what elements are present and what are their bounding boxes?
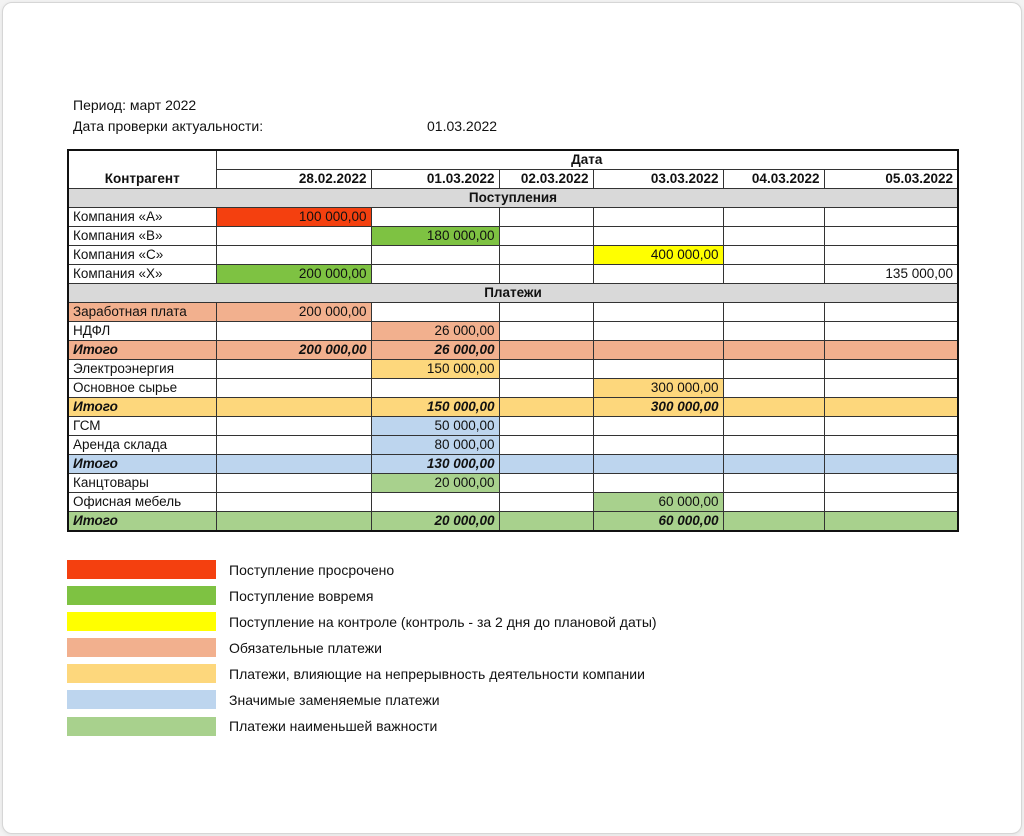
table-row	[68, 379, 958, 398]
amount-cell	[216, 246, 371, 265]
amount-cell: 150 000,00	[371, 360, 499, 379]
amount-cell	[593, 208, 723, 227]
amount-cell	[824, 360, 958, 379]
period-row	[73, 95, 497, 116]
amount-cell	[723, 436, 824, 455]
amount-cell	[216, 227, 371, 246]
amount-cell: 400 000,00	[593, 246, 723, 265]
amount-cell	[499, 512, 593, 532]
counterparty-name: ГСМ	[68, 417, 216, 436]
amount-cell: 26 000,00	[371, 322, 499, 341]
amount-cell	[216, 417, 371, 436]
legend-item	[67, 717, 657, 736]
amount-cell: 150 000,00	[371, 398, 499, 417]
counterparty-name: Компания «С»	[68, 246, 216, 265]
amount-cell	[593, 474, 723, 493]
amount-cell	[499, 398, 593, 417]
counterparty-name: Аренда склада	[68, 436, 216, 455]
total-row	[68, 341, 958, 360]
amount-cell: 60 000,00	[593, 512, 723, 532]
amount-cell	[824, 474, 958, 493]
table-row	[68, 436, 958, 455]
table-row	[68, 303, 958, 322]
report-meta	[73, 95, 497, 137]
date-header: 01.03.2022	[371, 170, 499, 189]
amount-cell	[216, 436, 371, 455]
amount-cell	[499, 208, 593, 227]
amount-cell	[216, 379, 371, 398]
table-row	[68, 493, 958, 512]
legend-label: Поступление просрочено	[229, 561, 395, 578]
legend-swatch	[67, 560, 216, 579]
date-group-header: Дата	[216, 150, 958, 170]
amount-cell	[593, 322, 723, 341]
legend-item	[67, 560, 657, 579]
legend-swatch	[67, 690, 216, 709]
amount-cell	[824, 379, 958, 398]
legend-item	[67, 690, 657, 709]
amount-cell	[216, 398, 371, 417]
counterparty-name: Компания «В»	[68, 227, 216, 246]
legend-swatch	[67, 612, 216, 631]
total-label: Итого	[68, 455, 216, 474]
amount-cell	[499, 379, 593, 398]
amount-cell	[371, 493, 499, 512]
amount-cell	[499, 417, 593, 436]
counterparty-name: Электроэнергия	[68, 360, 216, 379]
section-title: Платежи	[68, 284, 958, 303]
total-row	[68, 398, 958, 417]
amount-cell	[371, 379, 499, 398]
legend-item	[67, 586, 657, 605]
amount-cell	[824, 208, 958, 227]
amount-cell	[723, 265, 824, 284]
amount-cell: 80 000,00	[371, 436, 499, 455]
amount-cell	[499, 322, 593, 341]
payment-calendar-table	[67, 149, 959, 532]
counterparty-name: НДФЛ	[68, 322, 216, 341]
amount-cell	[499, 360, 593, 379]
legend-item	[67, 612, 657, 631]
legend-item	[67, 664, 657, 683]
amount-cell: 26 000,00	[371, 341, 499, 360]
amount-cell	[216, 512, 371, 532]
counterparty-name: Компания «Х»	[68, 265, 216, 284]
amount-cell	[723, 303, 824, 322]
amount-cell	[723, 227, 824, 246]
date-header: 05.03.2022	[824, 170, 958, 189]
counterparty-name: Основное сырье	[68, 379, 216, 398]
section-row	[68, 284, 958, 303]
legend-label: Платежи наименьшей важности	[229, 718, 438, 735]
amount-cell	[824, 303, 958, 322]
amount-cell	[723, 246, 824, 265]
amount-cell	[371, 303, 499, 322]
amount-cell	[824, 398, 958, 417]
amount-cell	[723, 493, 824, 512]
check-date-label: Дата проверки актуальности:	[73, 118, 264, 134]
counterparty-header: Контрагент	[68, 150, 216, 189]
amount-cell: 20 000,00	[371, 512, 499, 532]
total-row	[68, 455, 958, 474]
amount-cell	[824, 417, 958, 436]
amount-cell	[593, 455, 723, 474]
amount-cell: 100 000,00	[216, 208, 371, 227]
amount-cell	[593, 436, 723, 455]
table-row	[68, 474, 958, 493]
table-row	[68, 417, 958, 436]
amount-cell	[723, 360, 824, 379]
counterparty-name: Офисная мебель	[68, 493, 216, 512]
counterparty-name: Канцтовары	[68, 474, 216, 493]
amount-cell	[723, 417, 824, 436]
amount-cell: 200 000,00	[216, 303, 371, 322]
amount-cell	[499, 341, 593, 360]
total-row	[68, 512, 958, 532]
amount-cell	[216, 474, 371, 493]
total-label: Итого	[68, 512, 216, 532]
amount-cell	[824, 455, 958, 474]
amount-cell	[593, 417, 723, 436]
amount-cell	[723, 208, 824, 227]
amount-cell	[723, 341, 824, 360]
legend-swatch	[67, 586, 216, 605]
counterparty-name: Компания «А»	[68, 208, 216, 227]
table-row	[68, 208, 958, 227]
amount-cell: 135 000,00	[824, 265, 958, 284]
legend-item	[67, 638, 657, 657]
legend-swatch	[67, 638, 216, 657]
amount-cell	[824, 246, 958, 265]
header-row-top	[68, 150, 958, 170]
amount-cell	[499, 246, 593, 265]
amount-cell	[593, 360, 723, 379]
amount-cell	[723, 455, 824, 474]
amount-cell: 180 000,00	[371, 227, 499, 246]
section-title: Поступления	[68, 189, 958, 208]
amount-cell	[216, 493, 371, 512]
check-date-value: 01.03.2022	[427, 118, 498, 134]
amount-cell	[499, 227, 593, 246]
date-header: 04.03.2022	[723, 170, 824, 189]
table-row	[68, 360, 958, 379]
amount-cell	[499, 303, 593, 322]
amount-cell	[824, 493, 958, 512]
total-label: Итого	[68, 341, 216, 360]
amount-cell: 200 000,00	[216, 265, 371, 284]
amount-cell	[499, 436, 593, 455]
counterparty-name: Заработная плата	[68, 303, 216, 322]
amount-cell	[216, 360, 371, 379]
amount-cell	[216, 322, 371, 341]
amount-cell	[593, 303, 723, 322]
amount-cell	[593, 227, 723, 246]
amount-cell	[499, 265, 593, 284]
table-row	[68, 227, 958, 246]
legend-swatch	[67, 664, 216, 683]
amount-cell	[824, 436, 958, 455]
amount-cell	[723, 322, 824, 341]
amount-cell	[824, 227, 958, 246]
amount-cell: 60 000,00	[593, 493, 723, 512]
legend-label: Платежи, влияющие на непрерывность деятельности компании	[229, 665, 645, 682]
amount-cell	[723, 379, 824, 398]
amount-cell: 130 000,00	[371, 455, 499, 474]
amount-cell	[499, 493, 593, 512]
check-date-row	[73, 116, 497, 137]
amount-cell	[824, 512, 958, 532]
amount-cell	[824, 322, 958, 341]
legend-swatch	[67, 717, 216, 736]
amount-cell: 300 000,00	[593, 398, 723, 417]
total-label: Итого	[68, 398, 216, 417]
date-header: 28.02.2022	[216, 170, 371, 189]
amount-cell: 20 000,00	[371, 474, 499, 493]
amount-cell: 200 000,00	[216, 341, 371, 360]
amount-cell	[593, 341, 723, 360]
amount-cell	[499, 455, 593, 474]
period-label: Период: март 2022	[73, 97, 197, 113]
legend-label: Поступление на контроле (контроль - за 2 дня до плановой даты)	[229, 613, 657, 630]
amount-cell	[371, 265, 499, 284]
table-row	[68, 322, 958, 341]
amount-cell	[723, 474, 824, 493]
amount-cell: 300 000,00	[593, 379, 723, 398]
amount-cell	[593, 265, 723, 284]
amount-cell	[499, 474, 593, 493]
date-header: 03.03.2022	[593, 170, 723, 189]
amount-cell	[824, 341, 958, 360]
legend-label: Обязательные платежи	[229, 639, 382, 656]
legend-label: Поступление вовремя	[229, 587, 374, 604]
amount-cell	[371, 208, 499, 227]
amount-cell	[371, 246, 499, 265]
amount-cell	[723, 512, 824, 532]
amount-cell	[723, 398, 824, 417]
date-header: 02.03.2022	[499, 170, 593, 189]
table-row	[68, 246, 958, 265]
amount-cell	[216, 455, 371, 474]
legend-label: Значимые заменяемые платежи	[229, 691, 440, 708]
amount-cell: 50 000,00	[371, 417, 499, 436]
section-row	[68, 189, 958, 208]
table-row	[68, 265, 958, 284]
color-legend	[67, 560, 657, 743]
